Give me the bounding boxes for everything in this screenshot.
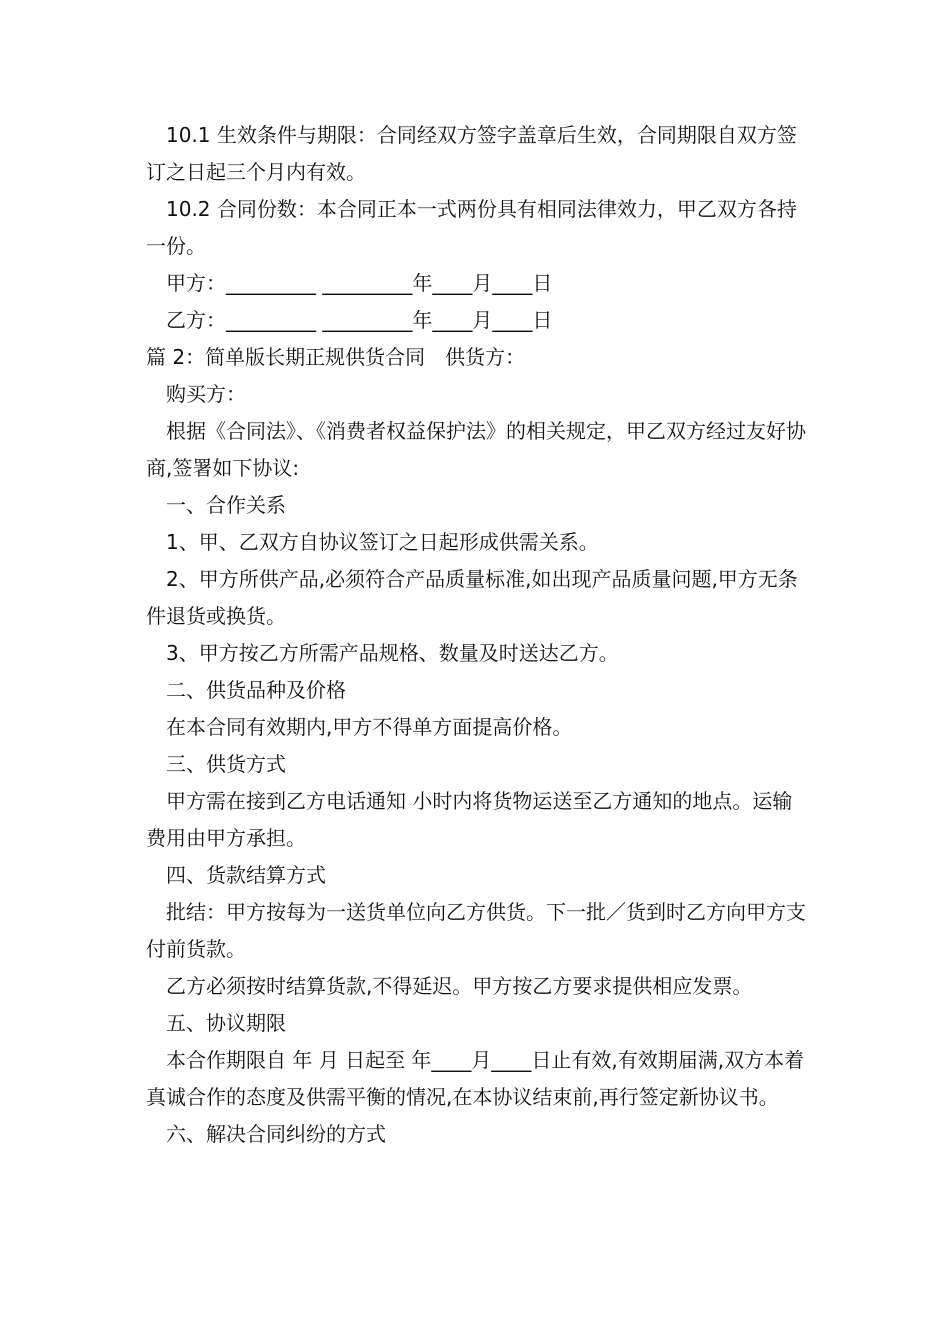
section-title-part-2: 篇 2：简单版长期正规供货合同 供货方： xyxy=(146,345,526,369)
price-clause: 在本合同有效期内,甲方不得单方面提高价格。 xyxy=(166,715,573,739)
heading-term: 五、协议期限 xyxy=(166,1011,286,1035)
heading-payment: 四、货款结算方式 xyxy=(166,863,326,887)
cooperation-item-3: 3、甲方按乙方所需产品规格、数量及时送达乙方。 xyxy=(166,641,619,665)
heading-cooperation: 一、合作关系 xyxy=(166,493,286,517)
payment-clause-2: 乙方必须按时结算货款,不得延迟。甲方按乙方要求提供相应发票。 xyxy=(166,974,753,998)
clause-10-2: 10.2 合同份数：本合同正本一式两份具有相同法律效力，甲乙双方各持一份。 xyxy=(146,197,797,258)
preamble: 根据《合同法》、《消费者权益保护法》的相关规定，甲乙双方经过友好协商,签署如下协议: xyxy=(146,419,806,480)
heading-price: 二、供货品种及价格 xyxy=(166,678,346,702)
supply-method-clause: 甲方需在接到乙方电话通知 小时内将货物运送至乙方通知的地点。运输费用由甲方承担。 xyxy=(146,789,793,850)
cooperation-item-1: 1、甲、乙双方自协议签订之日起形成供需关系。 xyxy=(166,530,599,554)
party-b-signature-line: 乙方：_________ _________年____月____日 xyxy=(166,308,553,332)
term-clause: 本合作期限自 年 月 日起至 年____月____日止有效,有效期届满,双方本着真诚合作的态度及供需平衡的情况,在本协议结束前,再行签定新协议书。 xyxy=(146,1048,805,1109)
buyer-line: 购买方： xyxy=(166,382,246,406)
party-a-signature-line: 甲方：_________ _________年____月____日 xyxy=(166,271,553,295)
payment-clause-1: 批结：甲方按每为一送货单位向乙方供货。下一批／货到时乙方向甲方支付前货款。 xyxy=(146,900,806,961)
clause-10-1: 10.1 生效条件与期限：合同经双方签字盖章后生效，合同期限自双方签订之日起三个月内有效。 xyxy=(146,123,797,184)
heading-dispute: 六、解决合同纠纷的方式 xyxy=(166,1122,386,1146)
heading-supply-method: 三、供货方式 xyxy=(166,752,286,776)
cooperation-item-2: 2、甲方所供产品,必须符合产品质量标准,如出现产品质量问题,甲方无条件退货或换货。 xyxy=(146,567,798,628)
document-body xyxy=(146,117,810,1153)
